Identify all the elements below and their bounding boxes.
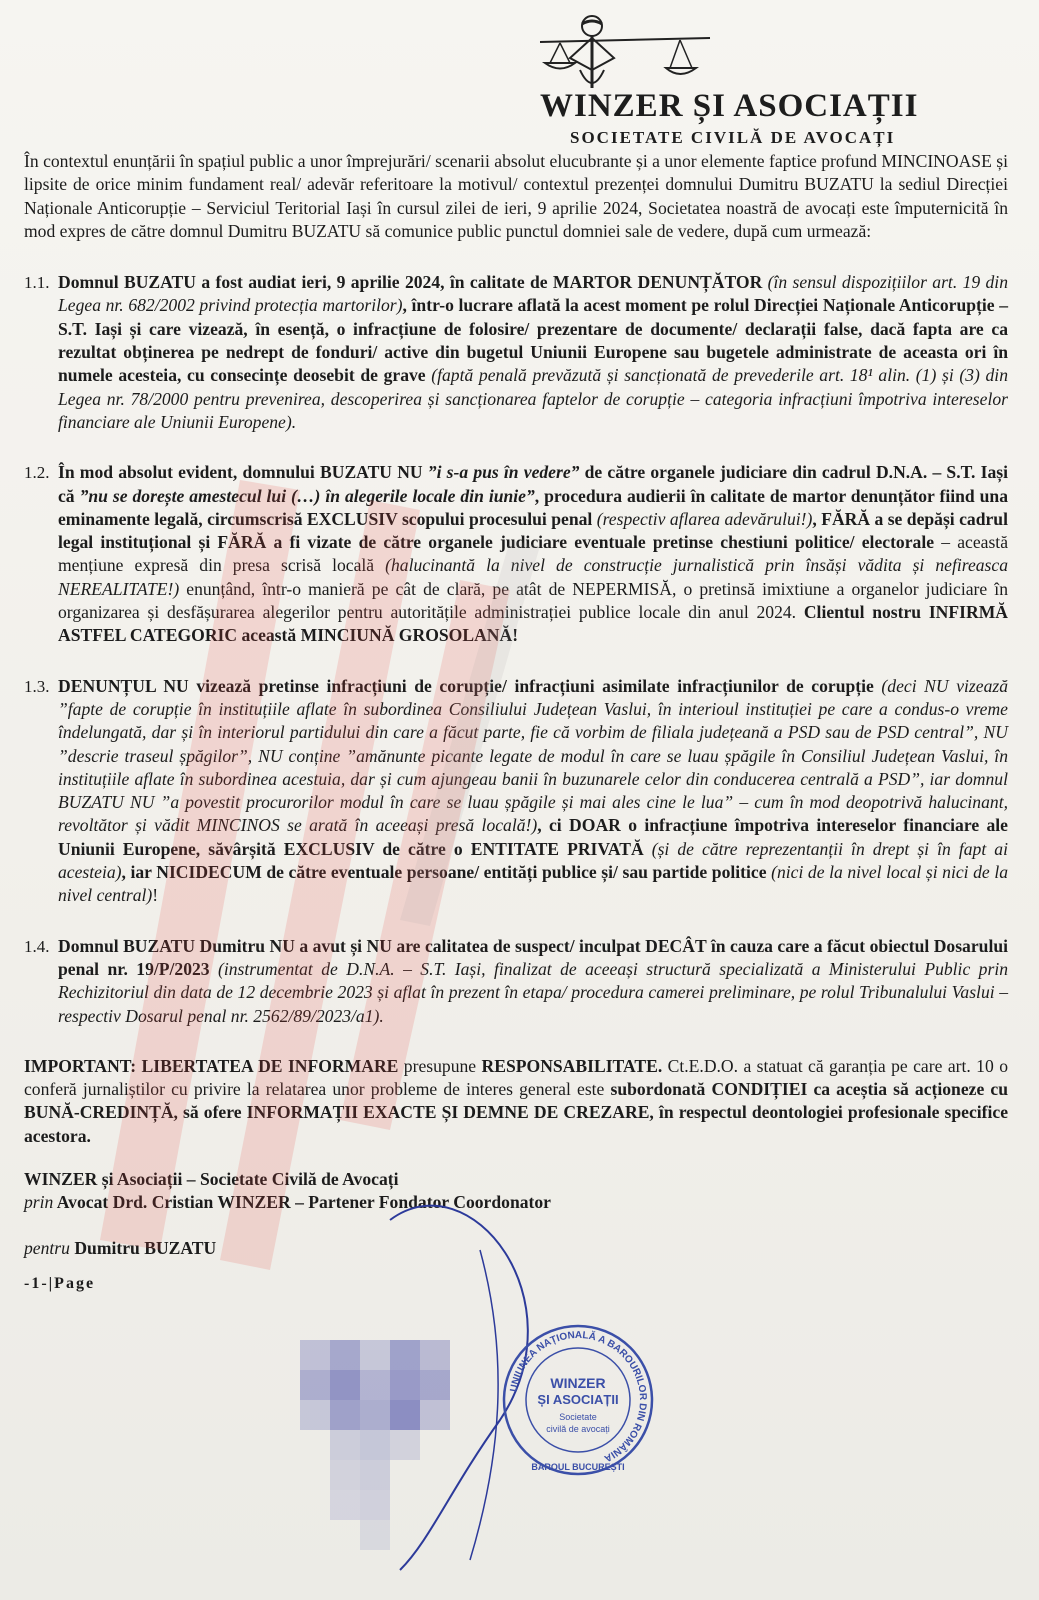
justice-scales-logo bbox=[530, 8, 730, 98]
item-text bbox=[58, 675, 1008, 908]
lawyer-stamp bbox=[498, 1320, 658, 1480]
stamp-outer-text: UNIUNEA NAȚIONALĂ A BAROURILOR DIN ROMÂNIA bbox=[508, 1329, 649, 1464]
stamp-center-4: civilă de avocați bbox=[546, 1424, 610, 1434]
items.1.parts-segment: , FĂRĂ a se depăși cadrul legal instituțional și FĂRĂ a fi vizate de către organele judiciare eventuale pretinse chestiuni politice/ electorale bbox=[58, 508, 1008, 553]
items.1.parts-segment: (respectiv aflarea adevărului!) bbox=[592, 508, 813, 529]
items.0.parts-segment: (în sensul dispozițiilor art. 19 din Legea nr. 682/2002 privind protecția martorilor) bbox=[58, 272, 1008, 316]
items.1.parts-segment: Clientul nostru INFIRMĂ ASTFEL CATEGORIC această MINCIUNĂ GROSOLANĂ! bbox=[58, 602, 1008, 646]
items.2.parts-segment: (nici de la nivel local și nici de la nivel central) bbox=[58, 862, 1009, 906]
item-text bbox=[58, 461, 1008, 647]
items.2.parts-segment: , iar NICIDECUM de către eventuale persoane/ entități publice și/ sau partide politice bbox=[121, 862, 767, 883]
item-number: 1.2. bbox=[24, 463, 50, 483]
items.2.parts-segment: , ci DOAR o infracțiune împotriva intereselor financiare ale Uniunii Europene, săvârșită EXCLUSIV de către o ENTITATE PRIVATĂ bbox=[58, 815, 1008, 859]
numbered-items bbox=[24, 271, 1008, 1028]
stamp-center-3: Societate bbox=[559, 1412, 597, 1422]
signature-prefix-prin: prin bbox=[24, 1191, 54, 1212]
items.1.parts-segment: (halucinantă la nivel de construcție jurnalistică prin însăși vădita și nefireasca NEREALITATE!) bbox=[58, 555, 1008, 599]
item-text bbox=[58, 935, 1008, 1028]
intro-paragraph: În contextul enunțării în spațiul public a unor împrejurări/ scenarii absolut elucubrante și a unor elemente faptice profund MINCINOASE și lipsite de orice minim fundament real/ adevăr referitoare la motivul/ contextul prezenței domnului Dumitru BUZATU la sediul Direcției Naționale Anticorupție – Serviciul Teritorial Iași în cursul zilei de ieri, 9 aprilie 2024, Societatea noastră de avocați este împuternicită în mod expres de către domnul Dumitru BUZATU să comunice public punctul domniei sale de vedere, după cum urmează: bbox=[24, 151, 1008, 241]
important-segment: RESPONSABILITATE. bbox=[481, 1055, 663, 1076]
letterhead bbox=[510, 8, 980, 148]
redacted-signature-blur bbox=[290, 1330, 460, 1570]
important-segment: IMPORTANT: LIBERTATEA DE INFORMARE bbox=[24, 1055, 399, 1076]
numbered-item bbox=[24, 461, 1008, 647]
page-number: -1-|Page bbox=[24, 1274, 96, 1292]
items.1.parts-segment: enunțând, într-o manieră pe cât de clară, pe atât de NEPERMISĂ, o pretinsă imixtiune a organelor judiciare în organizarea și desfășurarea alegerilor pentru autoritățile administrației publice locale din anul 2024. bbox=[58, 578, 1008, 623]
signature-prefix-pentru: pentru bbox=[24, 1237, 70, 1258]
important-segment: Ct.E.D.O. a statuat că garanția pe care art. 10 o conferă jurnaliștilor cu privire la relatarea unor probleme de interes general este bbox=[24, 1055, 1008, 1100]
numbered-item bbox=[24, 935, 1008, 1028]
items.2.parts-segment: (și de către reprezentanții în drept și în fapt ai acesteia) bbox=[58, 838, 1008, 883]
signature-lawyer: Avocat Drd. Cristian WINZER – Partener Fondator Coordonator bbox=[53, 1191, 551, 1212]
firm-name: WINZER ȘI ASOCIAȚII bbox=[540, 88, 919, 124]
signature-firm: WINZER și Asociații – Societate Civilă de Avocați bbox=[24, 1168, 399, 1189]
items.0.parts-segment: (faptă penală prevăzută și sancționată de prevederile art. 18¹ alin. (1) și (3) din Legea nr. 78/2000 pentru prevenirea, descoperirea și sancționarea faptelor de corupție – categoria infracțiuni împotriva intereselor financiare ale Uniunii Europene). bbox=[58, 365, 1008, 432]
items.3.parts-segment: (instrumentat de D.N.A. – S.T. Iași, finalizat de aceeași structură specializată a Ministerului Public prin Rechizitoriul din data de 12 decembrie 2023 și aflat în prezent în etapa/ procedura camerei preliminare, pe rolul Tribunalului Vaslui – respectiv Dosarul penal nr. 2562/89/2023/a1). bbox=[58, 958, 1009, 1026]
important-paragraph bbox=[24, 1055, 1008, 1148]
stamp-center-2: ȘI ASOCIAȚII bbox=[537, 1392, 619, 1407]
items.1.parts-segment: , procedura audierii în calitate de martor denunțător fiind una eminamente legală, circumscrisă EXCLUSIV scopului procesului penal bbox=[58, 485, 1009, 529]
stamp-center-1: WINZER bbox=[550, 1375, 606, 1391]
signature-block bbox=[24, 1168, 1008, 1260]
item-number: 1.1. bbox=[24, 273, 50, 293]
items.1.parts-segment: de către organele judiciare din cadrul D.N.A. – S.T. Iași că bbox=[58, 462, 1008, 506]
items.1.parts-segment: – această mențiune expresă din presa scrisă locală bbox=[58, 532, 1008, 576]
items.2.parts-segment: ! bbox=[152, 885, 159, 906]
items.2.parts-segment: DENUNȚUL NU vizează pretinse infracțiuni de corupție/ infracțiuni asimilate infracțiunilor de corupție bbox=[58, 675, 874, 696]
important-segment: subordonată CONDIȚIEI ca aceștia să acționeze cu BUNĂ-CREDINȚĂ, să ofere INFORMAȚII EXACTE ȘI DEMNE DE CREZARE, în respectul deontologiei profesionale specifice acestora. bbox=[24, 1079, 1008, 1146]
numbered-item bbox=[24, 675, 1008, 908]
numbered-item bbox=[24, 271, 1008, 434]
items.0.parts-segment: , într-o lucrare aflată la acest moment pe rolul Direcției Naționale Anticorupție – S.T. Iași și care vizează, în esență, o infracțiune de folosire/ prezentare de documente/ declarații false, dacă fapta are ca rezultat obținerea pe nedrept de fonduri/ active din bugetul Uniunii Europene sau bugetele administrate de aceasta ori în numele acesteia, cu consecințe deosebit de grave bbox=[58, 295, 1008, 386]
items.2.parts-segment: (deci NU vizează ”fapte de corupție în instituțiile aflate în subordinea Consiliului Județean Vaslui, în interioul instituției pe care a condus-o vreme îndelungată, dar și în interiorul partidului din care a făcut parte, fie că vorbim de filiala județeană a PSD sau de PSD central”, NU ”descrie traseul șpăgilor”, NU conține ”amănunte picante legate de modul în care se luau șpăgile în Consiliul Județean Vaslui, în instituțiile aflate în subordinea acestuia, dar și cum ajungeau banii în buzunarele celor din conducerea centrală a PSD”, iar domnul BUZATU NU ”a povestit procurorilor modul în care se luau șpăgile și mai ales cine le lua” – cum în mod deopotrivă halucinant, revoltător și vădit MINCINOS se arată în aceeași presă locală!) bbox=[58, 675, 1009, 836]
item-number: 1.3. bbox=[24, 676, 50, 696]
items.0.parts-segment: Domnul BUZATU a fost audiat ieri, 9 aprilie 2024, în calitate de MARTOR DENUNȚĂTOR bbox=[58, 272, 763, 293]
items.1.parts-segment: ”nu se dorește amestecul lui (…) în alegerile locale din iunie” bbox=[79, 485, 535, 506]
signature-client: Dumitru BUZATU bbox=[69, 1237, 217, 1258]
firm-subtitle: SOCIETATE CIVILĂ DE AVOCAȚI bbox=[570, 128, 896, 147]
item-text bbox=[58, 271, 1008, 434]
document-body bbox=[24, 150, 1008, 1295]
items.1.parts-segment: În mod absolut evident, domnului BUZATU NU bbox=[58, 462, 428, 483]
items.3.parts-segment: Domnul BUZATU Dumitru NU a avut și NU are calitatea de suspect/ inculpat DECÂT în cauza care a făcut obiectul Dosarului penal nr. 19/P/2023 bbox=[58, 935, 1008, 979]
item-number: 1.4. bbox=[24, 936, 50, 956]
important-segment: presupune bbox=[398, 1055, 482, 1076]
stamp-bottom-text: BAROUL BUCUREȘTI bbox=[531, 1462, 625, 1472]
items.1.parts-segment: ”i s-a pus în vedere” bbox=[427, 462, 580, 483]
